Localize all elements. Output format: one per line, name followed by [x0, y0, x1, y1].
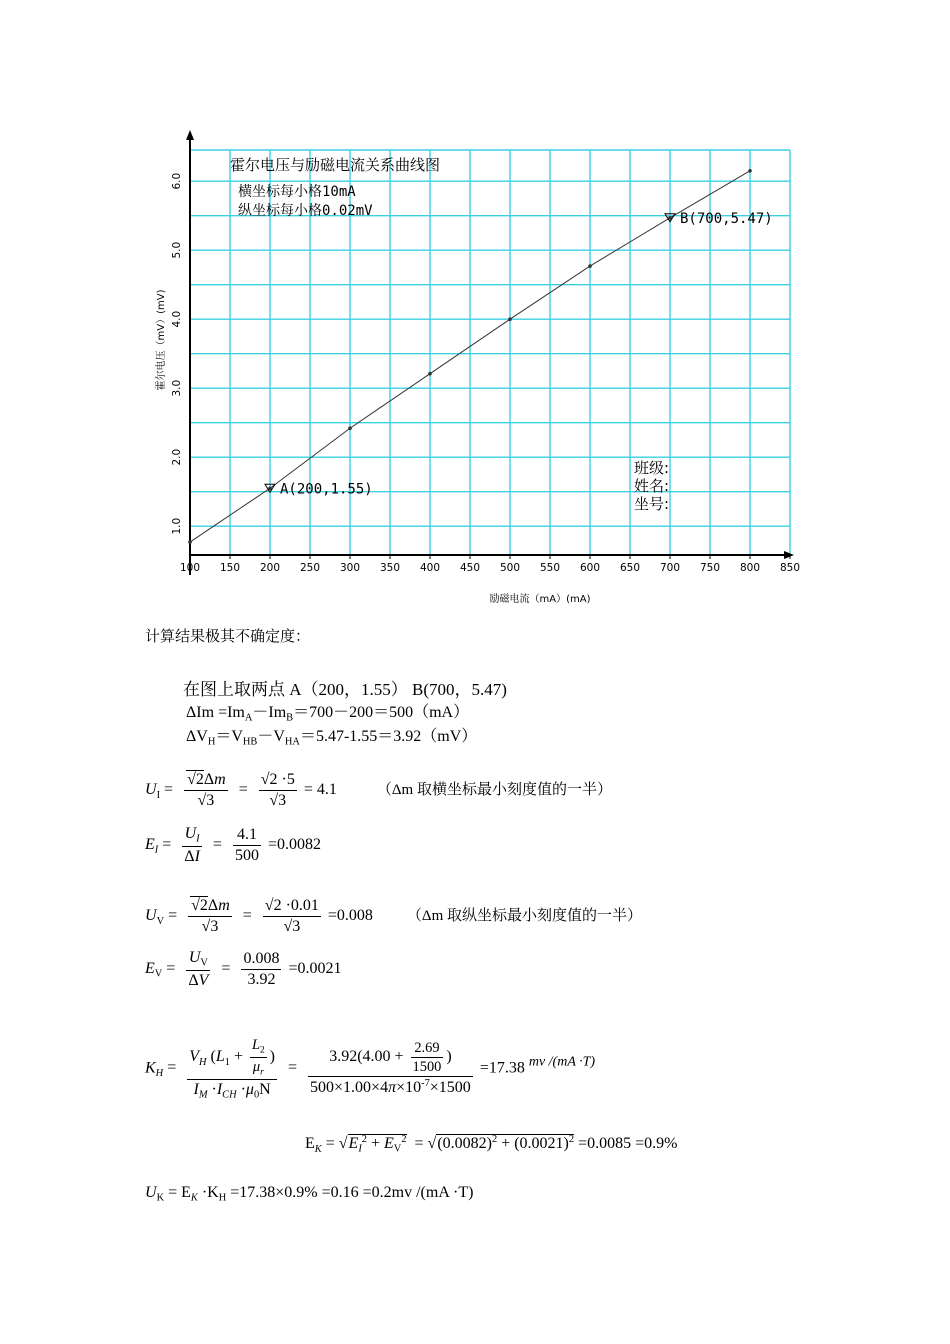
uv-result: =0.008: [327, 907, 373, 925]
x-tick-label: 800: [739, 562, 761, 574]
y-tick-label: 1.0: [171, 517, 183, 535]
x-axis-label: 励磁电流（mA）(mA): [489, 594, 591, 605]
x-tick-label: 650: [619, 562, 641, 574]
delta-v-line: [186, 723, 477, 748]
x-tick-label: 500: [499, 562, 521, 574]
x-tick-label: 350: [379, 562, 401, 574]
chart-title: 霍尔电压与励磁电流关系曲线图: [230, 156, 441, 174]
data-point: [748, 169, 752, 173]
points-line: 在图上取两点 A（200，1.55） B(700，5.47): [183, 680, 507, 699]
delta-im-mid: －Im: [252, 704, 287, 721]
data-point: [428, 372, 432, 376]
chart-note-x: 横坐标每小格10mA: [238, 184, 356, 200]
x-tick-label: 300: [339, 562, 361, 574]
ui-result: = 4.1: [303, 781, 337, 799]
ev-result: =0.0021: [288, 959, 342, 977]
x-axis-arrow: [784, 551, 794, 559]
x-tick-label: 250: [299, 562, 321, 574]
uv-note: （Δm 取纵坐标最小刻度值的一半）: [406, 908, 642, 925]
info-label: 班级:: [634, 459, 670, 477]
data-point: [348, 426, 352, 430]
delta-im-line: [186, 699, 469, 724]
delta-im-pre: ΔIm =Im: [186, 704, 245, 721]
delta-v-sub-ha: HA: [284, 736, 300, 748]
delta-im-post: ＝700－200＝500（mA）: [293, 704, 470, 721]
y-tick-label: 6.0: [171, 172, 183, 190]
x-tick-label: 850: [779, 562, 800, 574]
data-point: [508, 317, 512, 321]
data-point: [588, 264, 592, 268]
info-label: 坐号:: [634, 495, 670, 513]
x-tick-label: 150: [219, 562, 241, 574]
x-tick-label: 400: [419, 562, 441, 574]
ek-result: =0.0085 =0.9%: [578, 1135, 678, 1153]
x-tick-label: 550: [539, 562, 561, 574]
formula-ui: $U_I$ = $\frac{√2\Delta m}{√3}$ = $\frac{√2 \cdot 5}{√3}$ = 4.1 （Δm 取横坐标最小刻度值的一半）: [145, 771, 612, 809]
y-axis-arrow: [186, 130, 194, 140]
formula-uk: $U_K = E_K \cdot K_H =17.38\times 0.9\% =0.16 =0.2mv$ /(mA ·T): [145, 1184, 474, 1204]
x-tick-label: 450: [459, 562, 481, 574]
delta-v-sub-h: H: [207, 736, 216, 748]
y-axis-label: 霍尔电压（mV）(mV): [156, 289, 167, 391]
delta-v-minus: －V: [257, 728, 285, 745]
uk-result: =17.38×0.9% =0.16 =0.2mv /(mA ·T): [230, 1184, 474, 1201]
formula-kh: $K_H$ = $V_H$ ($L_1$ + $\frac{L_2}{\mu_r}$ ) $I_M \cdot I_{CH} \cdot\mu_0N$ = 3.92(4.00 + $\frac{2.69}{1500}$ ) $500\times 1.00\times 4\pi\times 10^{-7}\times 1500$ =17.38 mv /(mA ·T): [145, 1037, 596, 1101]
x-tick-label: 200: [259, 562, 281, 574]
delta-v-post: ＝5.47-1.55＝3.92（mV）: [299, 728, 478, 745]
delta-v-pre: ΔV: [186, 728, 208, 745]
ui-note: （Δm 取横坐标最小刻度值的一半）: [376, 782, 612, 799]
x-tick-label: 600: [579, 562, 601, 574]
x-tick-label: 750: [699, 562, 721, 574]
delta-v-eq: ＝V: [215, 728, 243, 745]
kh-unit: mv /(mA ·T): [528, 1054, 596, 1070]
formula-ek: $E_K = √E_I^2 + E_V^2 = √(0.0082)^2 + (0.0021)^2 =0.0085 =0.9\%$: [305, 1134, 678, 1155]
y-tick-label: 2.0: [171, 448, 183, 466]
delta-im-sub-a: A: [244, 712, 253, 724]
y-tick-label: 3.0: [171, 379, 183, 397]
y-tick-label: 4.0: [171, 310, 183, 328]
chart-texts: [154, 156, 669, 605]
chart-note-y: 纵坐标每小格0.02mV: [238, 203, 373, 219]
formula-uv: $U_V$ = $\frac{√2\Delta m}{√3}$ = $\frac{√2 \cdot 0.01}{√3}$ =0.008 （Δm 取纵坐标最小刻度值的一半）: [145, 897, 642, 935]
delta-v-sub-hb: HB: [242, 736, 258, 748]
hall-voltage-chart: [150, 130, 800, 610]
formula-ev: $E_V$ = $\frac{U_V}{\Delta V}$ = $\frac{0.008}{3.92}$ =0.0021: [145, 949, 342, 989]
formula-ei: $E_I$ = $\frac{U_I}{\Delta I}$ = $\frac{4.1}{500}$ =0.0082: [145, 825, 321, 865]
kh-result: =17.38: [479, 1059, 525, 1077]
delta-im-sub-b: B: [286, 712, 294, 724]
annotation-label-a: A(200,1.55): [280, 481, 373, 498]
info-label: 姓名:: [634, 477, 670, 495]
x-tick-label: 700: [659, 562, 681, 574]
x-tick-label: 100: [179, 562, 201, 574]
chart-ticks: [171, 173, 800, 574]
annotation-label-b: B(700,5.47): [680, 210, 773, 227]
section-heading: 计算结果极其不确定度：: [145, 627, 311, 645]
y-tick-label: 5.0: [171, 241, 183, 259]
ei-result: =0.0082: [267, 835, 321, 853]
data-point: [188, 540, 192, 544]
